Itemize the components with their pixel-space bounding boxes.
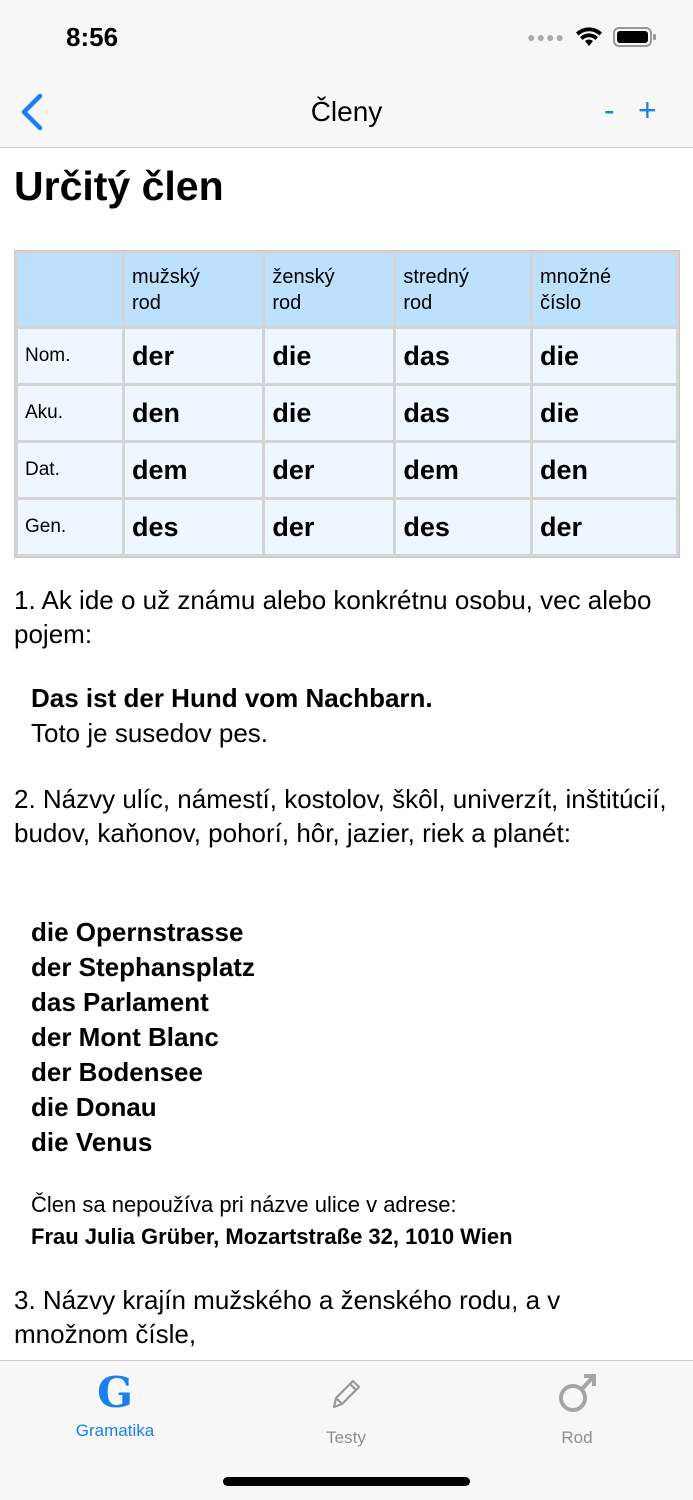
home-indicator[interactable] [223, 1477, 470, 1486]
rule-1-example: Das ist der Hund vom Nachbarn. [31, 683, 433, 713]
rule-2-note: Člen sa nepoužíva pri názve ulice v adrese: [31, 1192, 457, 1217]
status-time: 8:56 [66, 22, 119, 52]
cell: die [533, 329, 676, 383]
rule-3: 3. Názvy krajín mužského a ženského rodu, a v množnom čísle, [14, 1285, 561, 1349]
cell: die [533, 386, 676, 440]
rule-1: 1. Ak ide o už známu alebo konkrétnu osobu, vec alebo pojem: [14, 585, 652, 649]
example: der Bodensee [31, 1057, 203, 1087]
cell: das [396, 329, 530, 383]
cell: der [125, 329, 262, 383]
header-plural: množné číslo [533, 254, 676, 326]
rule-2: 2. Názvy ulíc, námestí, kostolov, škôl, univerzít, inštitúcií, budov, kaňonov, pohorí, hôr, jazier, riek a planét: [14, 784, 667, 848]
navigation-bar [0, 80, 693, 148]
cell: den [533, 443, 676, 497]
status-bar [0, 0, 693, 80]
cell: der [265, 443, 393, 497]
cell: dem [396, 443, 530, 497]
tab-rod[interactable] [517, 1371, 637, 1448]
signal-icon: ●●●● [527, 29, 565, 45]
battery-icon [613, 26, 657, 48]
example: die Opernstrasse [31, 917, 244, 947]
cell: die [265, 386, 393, 440]
wifi-icon [575, 26, 603, 48]
example: die Donau [31, 1092, 157, 1122]
cell: dem [125, 443, 262, 497]
male-symbol-icon [555, 1371, 599, 1415]
cell: der [533, 500, 676, 554]
rule-2-note-example: Frau Julia Grüber, Mozartstraße 32, 1010 Wien [31, 1224, 513, 1249]
cell: der [265, 500, 393, 554]
case-label: Dat. [18, 443, 122, 497]
article-table [14, 250, 680, 558]
rule-2-examples [31, 915, 255, 1160]
example: der Stephansplatz [31, 952, 255, 982]
pencil-icon [324, 1371, 368, 1415]
header-feminine: ženský rod [265, 254, 393, 326]
cell: das [396, 386, 530, 440]
cell: die [265, 329, 393, 383]
case-label: Gen. [18, 500, 122, 554]
table-row [18, 329, 676, 383]
tab-gramatika[interactable] [55, 1368, 175, 1441]
tab-testy[interactable] [286, 1371, 406, 1448]
rule-1-translation: Toto je susedov pes. [31, 718, 269, 748]
cell: des [125, 500, 262, 554]
header-empty [18, 254, 122, 326]
case-label: Aku. [18, 386, 122, 440]
case-label: Nom. [18, 329, 122, 383]
table-row [18, 443, 676, 497]
content-scroll[interactable] [0, 149, 693, 1360]
cell: des [396, 500, 530, 554]
page-title: Určitý člen [14, 163, 224, 209]
nav-title: Členy [310, 96, 383, 127]
example: der Mont Blanc [31, 1022, 219, 1052]
header-masculine: mužský rod [125, 254, 262, 326]
grammar-g-icon: G [97, 1368, 133, 1417]
table-row [18, 500, 676, 554]
tab-label: Gramatika [75, 1421, 155, 1440]
table-row [18, 386, 676, 440]
zoom-in-button[interactable]: + [638, 92, 657, 128]
tab-label: Rod [561, 1428, 593, 1447]
zoom-out-button[interactable]: - [604, 92, 615, 128]
example: das Parlament [31, 987, 209, 1017]
cell: den [125, 386, 262, 440]
header-neuter: stredný rod [396, 254, 530, 326]
tab-label: Testy [326, 1428, 366, 1447]
example: die Venus [31, 1127, 153, 1157]
